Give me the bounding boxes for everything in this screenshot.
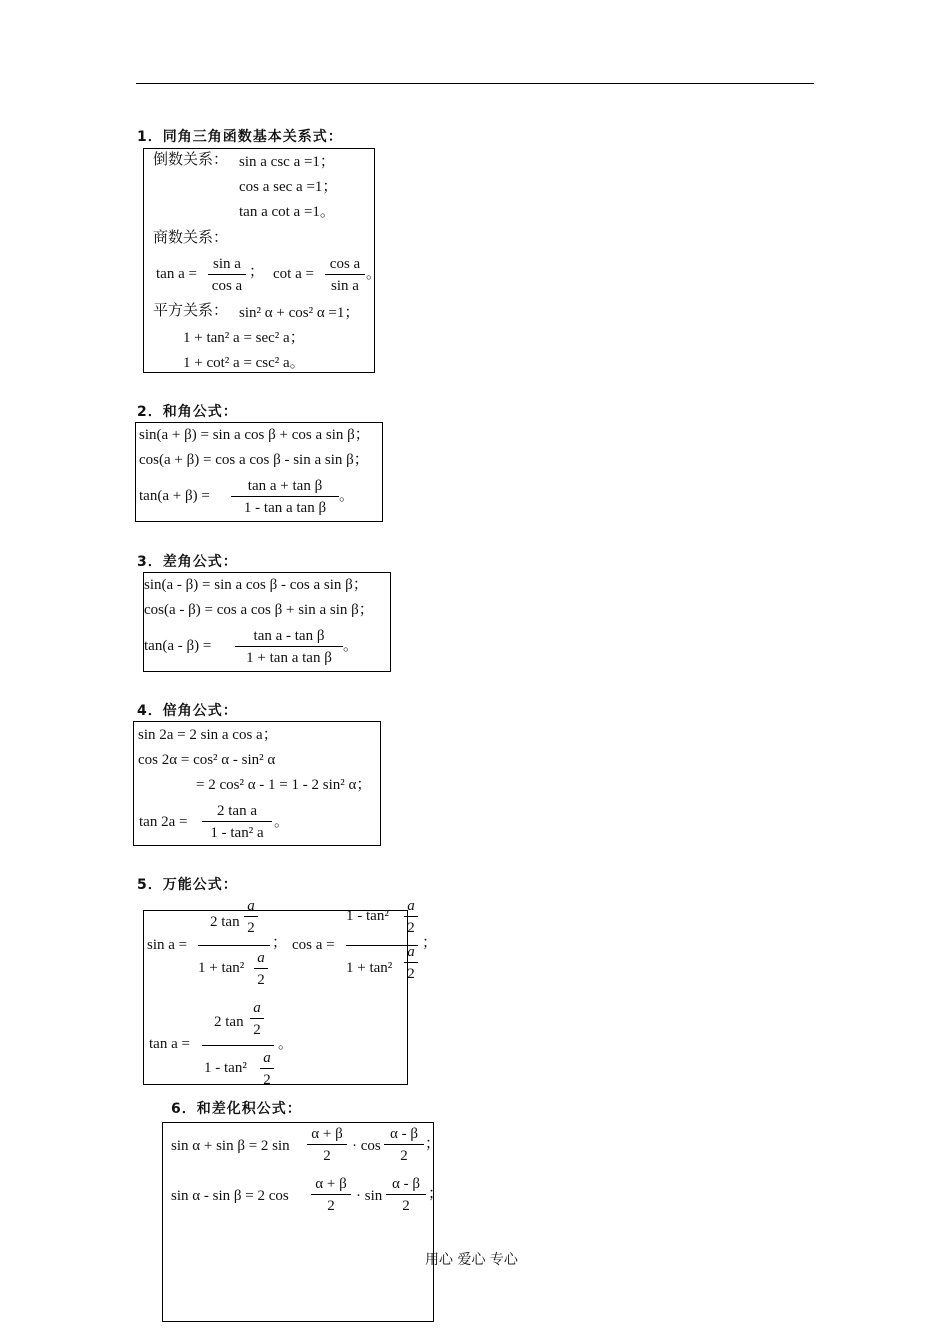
half-angle-fraction [254,949,268,993]
reciprocal-formula-1: sin a csc a =1； [239,154,335,170]
denominator-1minustan2: 1 - tan² [204,1060,247,1076]
half-angle-fraction [244,897,258,941]
half-angle-fraction [404,943,418,987]
fraction-denominator: 2 [323,1148,331,1164]
square-label: 平方关系： [153,303,229,319]
fraction-bar [231,496,339,497]
fraction-denominator: 2 [327,1198,335,1214]
half-denominator: 2 [407,966,415,982]
section-1-box [143,148,382,373]
section-5-title: 5．万能公式： [137,877,238,893]
sum-to-product-1-fraction-a [307,1125,347,1165]
sum-cos-formula: cos(a + β) = cos a cos β - sin a sin β； [139,452,369,468]
sum-to-product-2-lhs: sin α - sin β = 2 cos [171,1188,289,1204]
reciprocal-label: 倒数关系： [153,152,229,168]
universal-tan-fraction [202,1000,274,1091]
universal-cos-end: ； [422,935,438,951]
double-tan-lhs: tan 2a = [139,814,188,830]
square-formula-3: 1 + cot² a = csc² a。 [183,355,305,371]
fraction-numerator: α - β [390,1126,418,1142]
fraction-bar [202,821,272,822]
double-cos-formula: cos 2α = cos² α - sin² α [138,752,276,768]
fraction-bar [404,962,418,963]
section-3-box [143,572,391,672]
fraction-numerator: α + β [311,1126,343,1142]
half-numerator: a [247,898,255,914]
fraction-bar [386,1194,426,1195]
section-6-box [162,1122,444,1322]
fraction-denominator: cos a [211,278,243,294]
universal-tan-end: 。 [278,1036,294,1052]
fraction-bar [208,274,246,275]
denominator-1plustan2: 1 + tan² [346,960,393,976]
half-numerator: a [253,1000,261,1016]
section-1-title: 1．同角三角函数基本关系式： [137,129,343,145]
sum-to-product-1-mid: · cos [352,1138,381,1154]
universal-sin-lhs: sin a = [147,937,188,953]
section-2-box [135,422,383,522]
sum-to-product-2-fraction-b [386,1175,426,1215]
half-numerator: a [263,1050,271,1066]
section-6-title: 6．和差化积公式： [171,1101,302,1117]
diff-cos-formula: cos(a - β) = cos a cos β + sin a sin β； [144,602,374,618]
half-denominator: 2 [257,972,265,988]
half-denominator: 2 [247,920,255,936]
square-formula-2: 1 + tan² a = sec² a； [183,330,305,346]
section-2-title: 2．和角公式： [137,404,238,420]
sum-to-product-2-end: ； [428,1186,444,1202]
half-numerator: a [407,944,415,960]
header-rule [136,83,814,84]
half-numerator: a [257,950,265,966]
sum-sin-formula: sin(a + β) = sin a cos β + cos a sin β； [139,427,370,443]
universal-sin-fraction [198,898,270,991]
half-angle-fraction [260,1049,274,1093]
numerator-1minustan2: 1 - tan² [346,908,389,924]
section-5-box [143,898,438,1088]
quotient-label: 商数关系： [153,230,229,246]
fraction-bar [311,1194,351,1195]
fraction-denominator: 1 - tan² a [210,825,264,841]
sum-tan-end: 。 [339,488,355,504]
reciprocal-formula-3: tan a cot a =1。 [239,204,335,220]
fraction-denominator: 1 + tan a tan β [246,650,332,666]
universal-cos-fraction [346,898,418,991]
section-3-title: 3．差角公式： [137,554,238,570]
page-footer: 用心 爱心 专心 [425,1252,518,1268]
fraction-bar [202,1045,274,1046]
reciprocal-formula-2: cos a sec a =1； [239,179,338,195]
section-4-box [133,721,381,846]
fraction-numerator: tan a + tan β [247,478,323,494]
fraction-numerator: 2 tan a [217,803,257,819]
square-formula-1: sin² α + cos² α =1； [239,305,360,321]
fraction-numerator: α - β [392,1176,420,1192]
quotient-cot-fraction [325,255,365,295]
sum-to-product-2-mid: · sin [356,1188,383,1204]
fraction-bar [325,274,365,275]
double-tan-end: 。 [274,814,290,830]
fraction-bar [250,1018,264,1019]
half-angle-fraction [250,999,264,1043]
quotient-separator: ； [249,264,265,280]
universal-tan-lhs: tan a = [149,1036,190,1052]
sum-tan-fraction [231,477,339,517]
fraction-bar [384,1144,424,1145]
sum-tan-lhs: tan(a + β) = [139,488,210,504]
denominator-1plustan2: 1 + tan² [198,960,245,976]
universal-cos-lhs: cos a = [292,937,335,953]
half-denominator: 2 [407,920,415,936]
numerator-2tan: 2 tan [214,1014,244,1030]
fraction-numerator: sin a [213,256,241,272]
fraction-denominator: 1 - tan a tan β [243,500,327,516]
diff-tan-lhs: tan(a - β) = [144,638,212,654]
section-4-title: 4．倍角公式： [137,703,238,719]
double-sin-formula: sin 2a = 2 sin a cos a； [138,727,278,743]
half-denominator: 2 [253,1022,261,1038]
fraction-denominator: 2 [402,1198,410,1214]
diff-sin-formula: sin(a - β) = sin a cos β - cos a sin β； [144,577,368,593]
fraction-denominator: sin a [331,278,359,294]
half-angle-fraction [404,897,418,941]
diff-tan-end: 。 [343,638,359,654]
half-numerator: a [407,898,415,914]
double-cos-formula-continued: = 2 cos² α - 1 = 1 - 2 sin² α； [196,777,372,793]
diff-tan-fraction [235,627,343,667]
fraction-numerator: α + β [315,1176,347,1192]
quotient-tan-lhs: tan a = [156,266,197,282]
quotient-tan-fraction [208,255,246,295]
fraction-numerator: tan a - tan β [253,628,325,644]
sum-to-product-2-fraction-a [311,1175,351,1215]
numerator-2tan: 2 tan [210,914,240,930]
fraction-numerator: cos a [329,256,361,272]
sum-to-product-1-lhs: sin α + sin β = 2 sin [171,1138,290,1154]
double-tan-fraction [202,802,272,842]
fraction-bar [404,916,418,917]
half-denominator: 2 [263,1072,271,1088]
fraction-bar [254,968,268,969]
quotient-cot-lhs: cot a = [273,266,314,282]
fraction-bar [244,916,258,917]
sum-to-product-1-end: ； [425,1136,441,1152]
fraction-bar [198,945,270,946]
universal-separator: ； [272,935,288,951]
fraction-bar [260,1068,274,1069]
fraction-denominator: 2 [400,1148,408,1164]
sum-to-product-1-fraction-b [384,1125,424,1165]
quotient-end: 。 [366,266,382,282]
fraction-bar [235,646,343,647]
fraction-bar [307,1144,347,1145]
